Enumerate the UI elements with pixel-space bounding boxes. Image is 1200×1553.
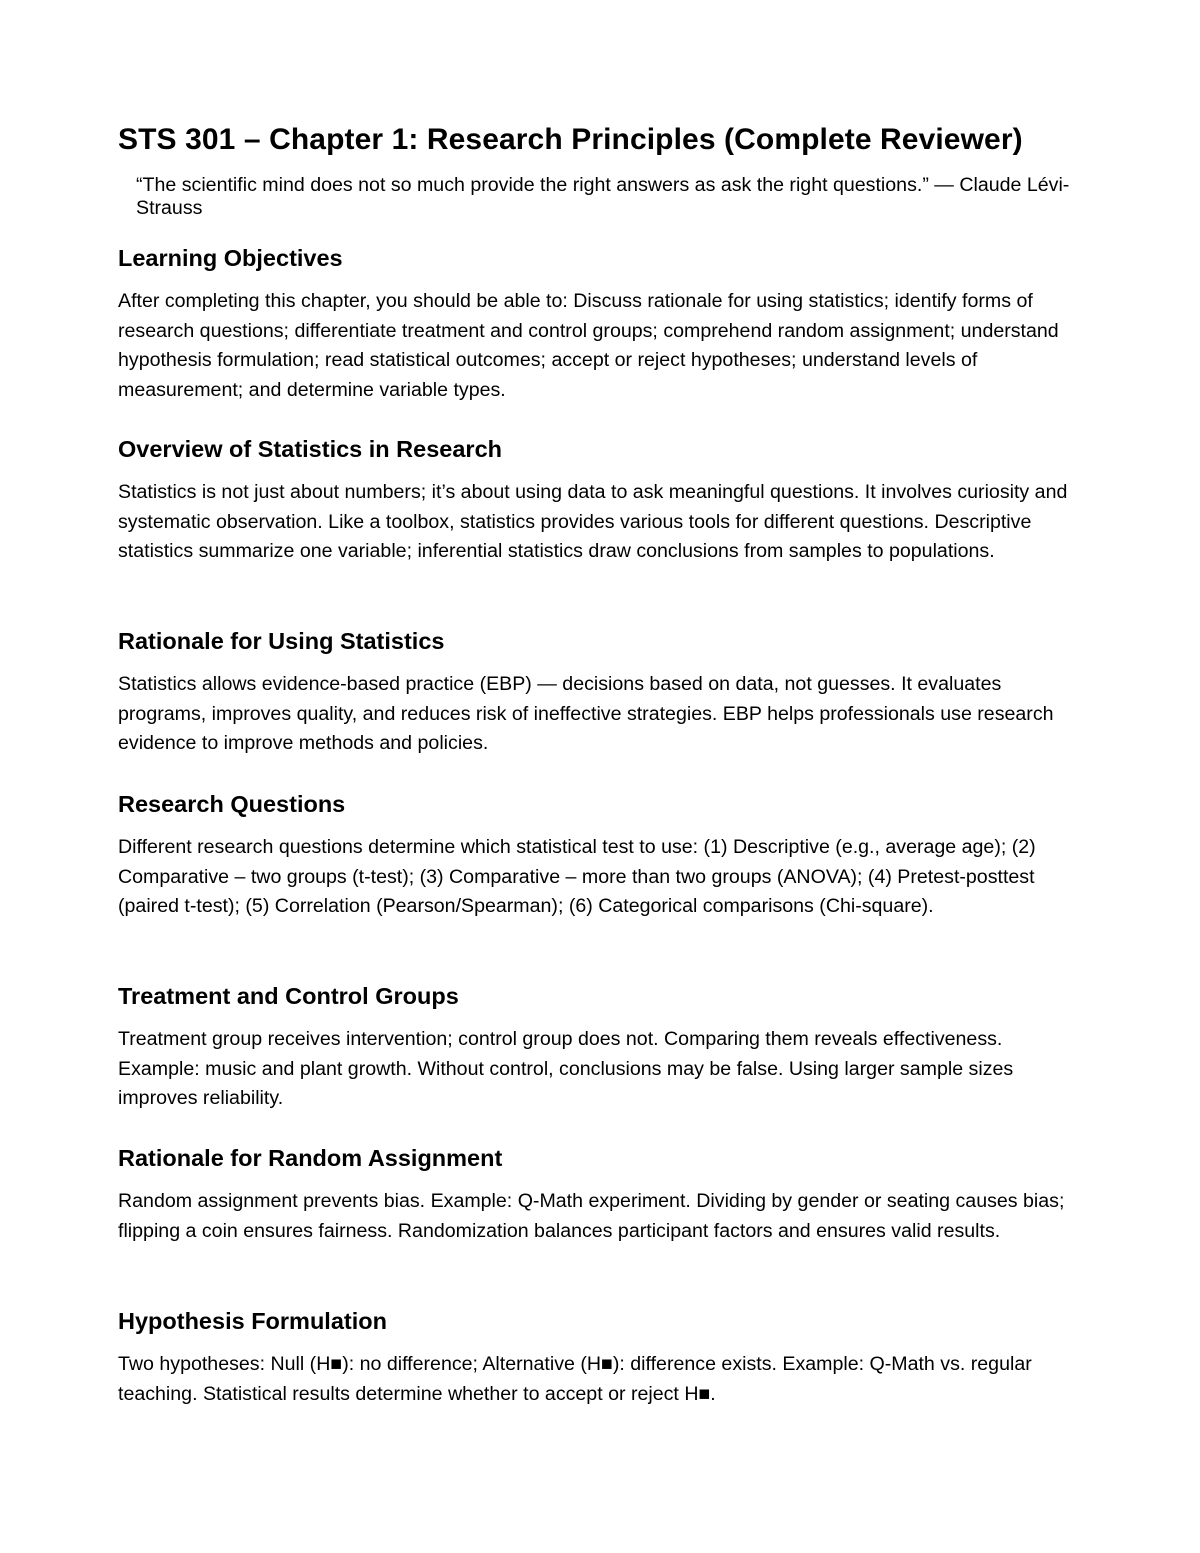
section-research-questions	[118, 789, 1078, 922]
section-heading: Treatment and Control Groups	[118, 983, 459, 1009]
section-hypothesis	[118, 1306, 1078, 1409]
section-heading: Learning Objectives	[118, 245, 343, 271]
section-heading: Rationale for Using Statistics	[118, 628, 445, 654]
section-random-assignment	[118, 1143, 1078, 1246]
section-heading: Overview of Statistics in Research	[118, 436, 502, 462]
section-body: Two hypotheses: Null (H■): no difference; Alternative (H■): difference exists. Example: Q-Math vs. regular teaching. Statistical results determine whether to accept or reject H■.	[118, 1353, 1032, 1405]
epigraph-quote: “The scientific mind does not so much provide the right answers as ask the right questions.” — Claude Lévi-Strauss	[136, 174, 1070, 219]
section-body: Different research questions determine which statistical test to use: (1) Descriptive (e.g., average age); (2) Comparative – two groups (t-test); (3) Comparative – more than two groups (ANOVA); (4) Pretest-posttest (paired t-test); (5) Correlation (Pearson/Spearman); (6) Categorical comparisons (Chi-square).	[118, 836, 1036, 918]
section-body: Random assignment prevents bias. Example: Q-Math experiment. Dividing by gender or seating causes bias; flipping a coin ensures fairness. Randomization balances participant factors and ensures valid results.	[118, 1190, 1065, 1242]
section-body: Statistics allows evidence-based practice (EBP) — decisions based on data, not guesses. It evaluates programs, improves quality, and reduces risk of ineffective strategies. EBP helps professionals use research evidence to improve methods and policies.	[118, 673, 1054, 755]
section-overview	[118, 434, 1078, 567]
section-heading: Research Questions	[118, 791, 346, 817]
section-heading: Hypothesis Formulation	[118, 1308, 387, 1334]
document-page	[118, 118, 1078, 220]
section-body: After completing this chapter, you should be able to: Discuss rationale for using statistics; identify forms of research questions; differentiate treatment and control groups; comprehend random assignment; understand hypothesis formulation; read statistical outcomes; accept or reject hypotheses; understand levels of measurement; and determine variable types.	[118, 290, 1059, 401]
section-body: Treatment group receives intervention; control group does not. Comparing them reveals effectiveness. Example: music and plant growth. Without control, conclusions may be false. Using larger sample sizes improves reliability.	[118, 1028, 1014, 1110]
section-rationale-statistics	[118, 626, 1078, 759]
section-heading: Rationale for Random Assignment	[118, 1145, 503, 1171]
section-body: Statistics is not just about numbers; it’s about using data to ask meaningful questions. It involves curiosity and systematic observation. Like a toolbox, statistics provides various tools for different questions. Descriptive statistics summarize one variable; inferential statistics draw conclusions from samples to populations.	[118, 481, 1068, 563]
section-learning-objectives	[118, 243, 1078, 405]
document-title: STS 301 – Chapter 1: Research Principles (Complete Reviewer)	[118, 123, 1023, 156]
section-treatment-control	[118, 981, 1078, 1114]
